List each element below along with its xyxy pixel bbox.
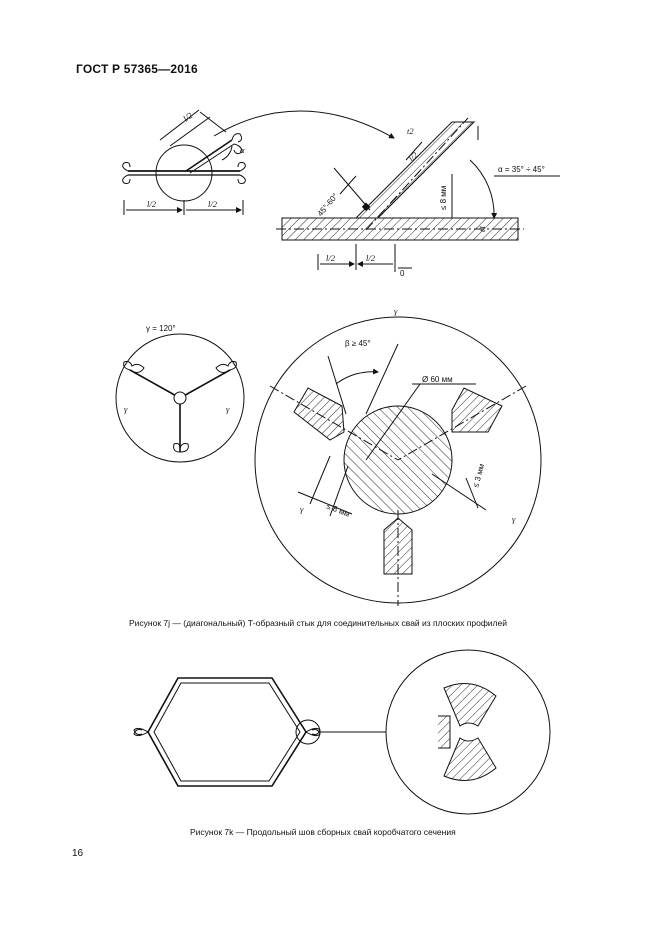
label-gap-8mm: ≤ 8 мм (439, 185, 448, 210)
fig-j-weld-section (276, 118, 560, 272)
dim-l2-base-right: l/2 (366, 253, 375, 263)
label-gap-3mm: ≤ 3 мм (471, 462, 487, 489)
label-t2: t2 (407, 126, 414, 136)
fig-k-box-section (134, 650, 550, 814)
figure-caption-7j: Рисунок 7j — (диагональный) Т-образный стык для соединительных свай из плоских профилей (129, 618, 507, 628)
label-gamma-right: γ (226, 404, 230, 414)
label-gamma-lower-left: γ (300, 504, 304, 514)
label-alpha-range: α = 35° ÷ 45° (498, 165, 545, 174)
label-weld-angle: 45°-60° (315, 191, 340, 219)
figure-caption-7k: Рисунок 7k — Продольный шов сборных свай коробчатого сечения (190, 827, 456, 837)
label-beta: β ≥ 45° (345, 339, 371, 348)
fig-j-large-detail (255, 317, 541, 606)
label-gamma-120: γ = 120° (146, 324, 176, 333)
fig-j-small-joint (123, 110, 246, 215)
fig-j-tri-joint (116, 334, 244, 462)
detail-arrow (214, 111, 394, 138)
page-number: 16 (72, 848, 84, 859)
label-gamma-top: γ (394, 306, 398, 316)
label-t1: t1 (477, 225, 487, 232)
label-alpha: α (240, 145, 245, 155)
dim-l2-base-left: l/2 (326, 253, 335, 263)
dim-l2-diagonal: l/2 (181, 110, 195, 124)
document-header: ГОСТ Р 57365—2016 (76, 62, 198, 76)
dim-zero: 0 (400, 269, 405, 278)
label-gamma-left: γ (124, 404, 128, 414)
dim-l2-weld-diag: l/2 (406, 149, 420, 164)
label-diameter: Ø 60 мм (422, 375, 453, 384)
label-gamma-lower-right: γ (512, 514, 516, 524)
label-gap-8mm-lower: ≤ 8 мм (325, 501, 352, 519)
dim-l2-left: l/2 (147, 199, 156, 209)
dim-l2-right: l/2 (208, 199, 217, 209)
